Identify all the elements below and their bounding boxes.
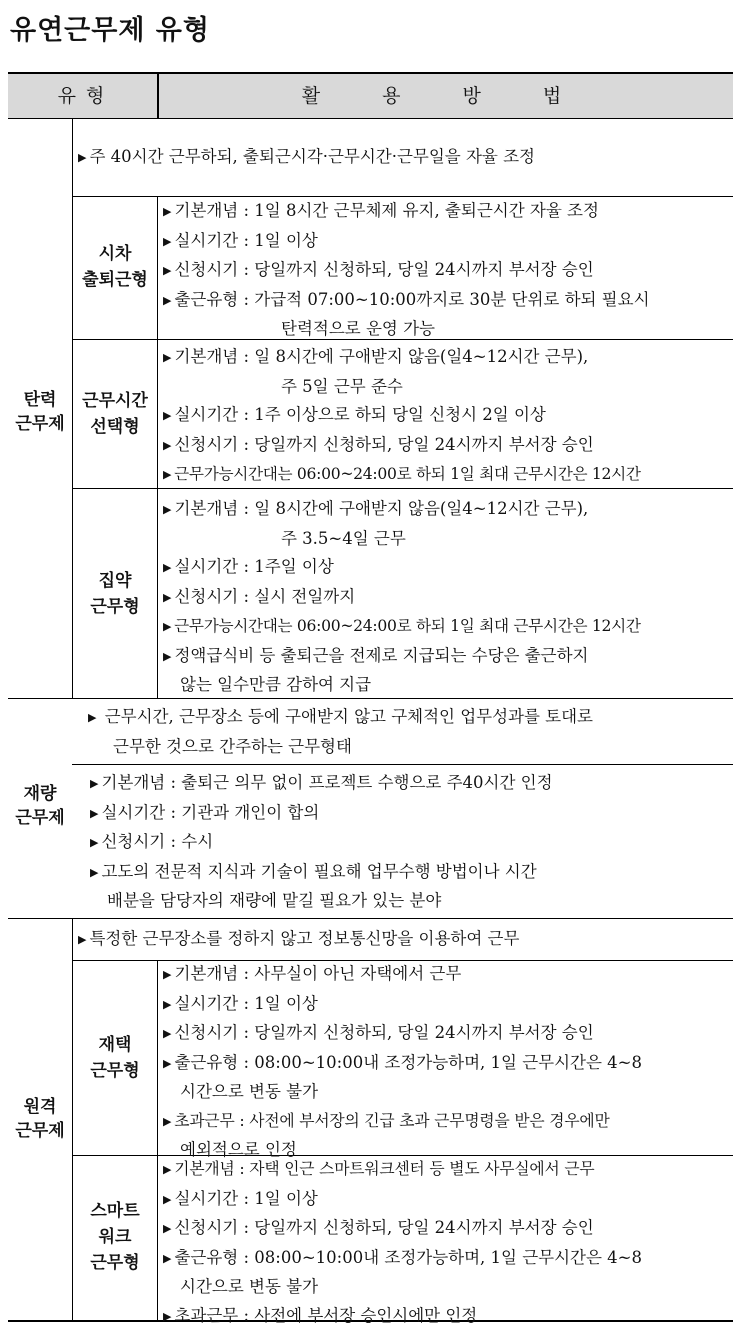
section-divider [8,918,733,919]
discretion-details [90,769,553,916]
bullet-triangle-icon: ▶ [163,205,172,218]
detail-line: 기본개념 : 일 8시간에 구애받지 않음(일4~12시간 근무), [174,347,589,366]
bullet-triangle-icon: ▶ [163,968,172,981]
bullet-triangle-icon: ▶ [163,1163,172,1176]
bullet-triangle-icon: ▶ [163,1027,172,1040]
detail-line: 실시기간 : 1주 이상으로 하되 당일 신청시 2일 이상 [174,405,546,424]
compressed-details [163,495,641,700]
bullet-triangle-icon: ▶ [163,351,172,364]
bullet-triangle-icon: ▶ [163,1251,172,1265]
detail-line: 신청시기 : 당일까지 신청하되, 당일 24시까지 부서장 승인 [174,260,594,279]
detail-line: 실시기간 : 기관과 개인이 합의 [101,802,320,822]
subtype-label: 시차 [98,244,132,264]
detail-line: 기본개념 : 사무실이 아닌 자택에서 근무 [174,964,462,983]
subtype-label: 워크 [98,1227,132,1247]
detail-line: 기본개념 : 1일 8시간 근무체제 유지, 출퇴근시간 자율 조정 [174,201,599,220]
bullet-triangle-icon: ▶ [90,836,99,849]
detail-line: 기본개념 : 출퇴근 의무 없이 프로젝트 수행으로 주40시간 인정 [101,773,553,792]
bullet-triangle-icon: ▶ [163,1114,172,1128]
detail-line: 신청시기 : 당일까지 신청하되, 당일 24시까지 부서장 승인 [174,434,594,454]
detail-line: 배분을 담당자의 재량에 맡길 필요가 있는 분야 [107,891,442,910]
detail-line: 근무가능시간대는 06:00~24:00로 하되 1일 최대 근무시간은 12시간 [174,617,641,635]
detail-line: 초과근무 : 사전에 부서장의 긴급 초과 근무명령을 받은 경우에만 [174,1110,610,1130]
bullet-triangle-icon: ▶ [78,151,87,164]
bullet-triangle-icon: ▶ [163,1056,172,1070]
column-divider [157,961,158,1321]
detail-line: 주 5일 근무 준수 [281,376,403,396]
bullet-triangle-icon: ▶ [163,561,172,574]
category-label: 근무제 [15,414,65,434]
category-label: 탄력 [23,390,57,410]
subtype-label: 근무형 [90,597,140,617]
bullet-triangle-icon: ▶ [163,1192,172,1206]
header-column-divider [157,73,159,119]
detail-line: 실시기간 : 1일 이상 [174,1188,318,1208]
detail-line: 출근유형 : 가급적 07:00~10:00까지로 30분 단위로 하되 필요시 [174,289,650,309]
detail-line: 출근유형 : 08:00~10:00내 조정가능하며, 1일 근무시간은 4~8 [174,1052,642,1072]
discretion-summary [88,703,593,761]
bullet-triangle-icon: ▶ [90,806,99,820]
subtype-label: 근무형 [90,1253,140,1273]
category-discretion [8,782,72,830]
bullet-triangle-icon: ▶ [163,264,172,277]
header-usage: 활 용 방 법 [301,85,590,107]
bullet-triangle-icon: ▶ [90,777,99,790]
home-details [163,960,642,1165]
bullet-triangle-icon: ▶ [88,711,97,724]
detail-line: 신청시기 : 수시 [101,832,214,851]
summary-text: 근무시간, 근무장소 등에 구애받지 않고 구체적인 업무성과를 토대로 [104,707,593,726]
remote-summary [78,925,519,955]
subtype-label: 스마트 [90,1201,140,1221]
detail-line: 실시기간 : 1주일 이상 [174,557,334,576]
category-label: 원격 [23,1097,57,1117]
divider [72,764,733,765]
subtype-label: 집약 [98,571,132,591]
bullet-triangle-icon: ▶ [163,234,172,248]
detail-line: 정액급식비 등 출퇴근을 전제로 지급되는 수당은 출근하지 [174,645,589,665]
header-bottom-border [8,118,733,119]
page-title: 유연근무제 유형 [10,15,210,46]
bullet-triangle-icon: ▶ [90,865,99,879]
detail-line: 주 3.5~4일 근무 [281,528,406,548]
bullet-triangle-icon: ▶ [163,503,172,516]
category-flex [8,388,72,436]
detail-line: 신청시기 : 실시 전일까지 [174,586,356,606]
subtype-smart [73,1198,157,1276]
summary-text: 근무한 것으로 간주하는 근무형태 [113,736,352,756]
subtype-home [73,1032,157,1084]
detail-line: 고도의 전문적 지식과 기술이 필요해 업무수행 방법이나 시간 [101,861,537,881]
subtype-label: 재택 [98,1035,132,1055]
subtype-compressed [73,568,157,620]
detail-line: 시간으로 변동 불가 [180,1277,319,1296]
bullet-triangle-icon: ▶ [163,1222,172,1235]
detail-line: 예외적으로 인정 [180,1140,297,1159]
subtype-label: 근무시간 [82,391,148,411]
header-type: 유 형 [57,85,107,107]
detail-line: 탄력적으로 운영 가능 [281,319,435,338]
detail-line: 초과근무 : 사전에 부서장 승인시에만 인정 [174,1305,478,1325]
detail-line: 실시기간 : 1일 이상 [174,993,318,1013]
detail-line: 실시기간 : 1일 이상 [174,230,318,250]
bullet-triangle-icon: ▶ [163,409,172,422]
subtype-label: 선택형 [90,417,140,437]
subtype-selective [73,388,157,440]
detail-line: 기본개념 : 일 8시간에 구애받지 않음(일4~12시간 근무), [174,499,589,518]
flex-summary [78,143,535,173]
detail-line: 시간으로 변동 불가 [180,1082,319,1101]
detail-line: 신청시기 : 당일까지 신청하되, 당일 24시까지 부서장 승인 [174,1218,594,1237]
detail-line: 근무가능시간대는 06:00~24:00로 하되 1일 최대 근무시간은 12시간 [174,465,641,483]
subtype-label: 근무형 [90,1061,140,1081]
bullet-triangle-icon: ▶ [163,590,172,604]
staggered-details [163,197,650,344]
bullet-triangle-icon: ▶ [163,468,172,481]
category-remote [8,1095,72,1143]
smart-details [163,1155,642,1331]
bullet-triangle-icon: ▶ [163,293,172,307]
bullet-triangle-icon: ▶ [163,1309,172,1323]
bullet-triangle-icon: ▶ [163,997,172,1011]
table-top-border [8,72,733,74]
summary-text: 주 40시간 근무하되, 출퇴근시각·근무시간·근무일을 자율 조정 [89,147,535,166]
bullet-triangle-icon: ▶ [163,649,172,663]
category-label: 근무제 [15,808,65,828]
selective-details [163,343,641,490]
detail-line: 신청시기 : 당일까지 신청하되, 당일 24시까지 부서장 승인 [174,1023,594,1042]
subtype-label: 출퇴근형 [82,270,148,290]
detail-line: 않는 일수만큼 감하여 지급 [180,675,372,694]
subtype-staggered [73,241,157,293]
bullet-triangle-icon: ▶ [78,933,87,946]
bullet-triangle-icon: ▶ [163,620,172,633]
column-divider [157,197,158,698]
detail-line: 기본개념 : 자택 인근 스마트워크센터 등 별도 사무실에서 근무 [174,1159,595,1178]
summary-text: 특정한 근무장소를 정하지 않고 정보통신망을 이용하여 근무 [89,929,520,948]
detail-line: 출근유형 : 08:00~10:00내 조정가능하며, 1일 근무시간은 4~8 [174,1247,642,1267]
category-label: 재량 [23,784,57,804]
bullet-triangle-icon: ▶ [163,438,172,452]
category-label: 근무제 [15,1121,65,1141]
